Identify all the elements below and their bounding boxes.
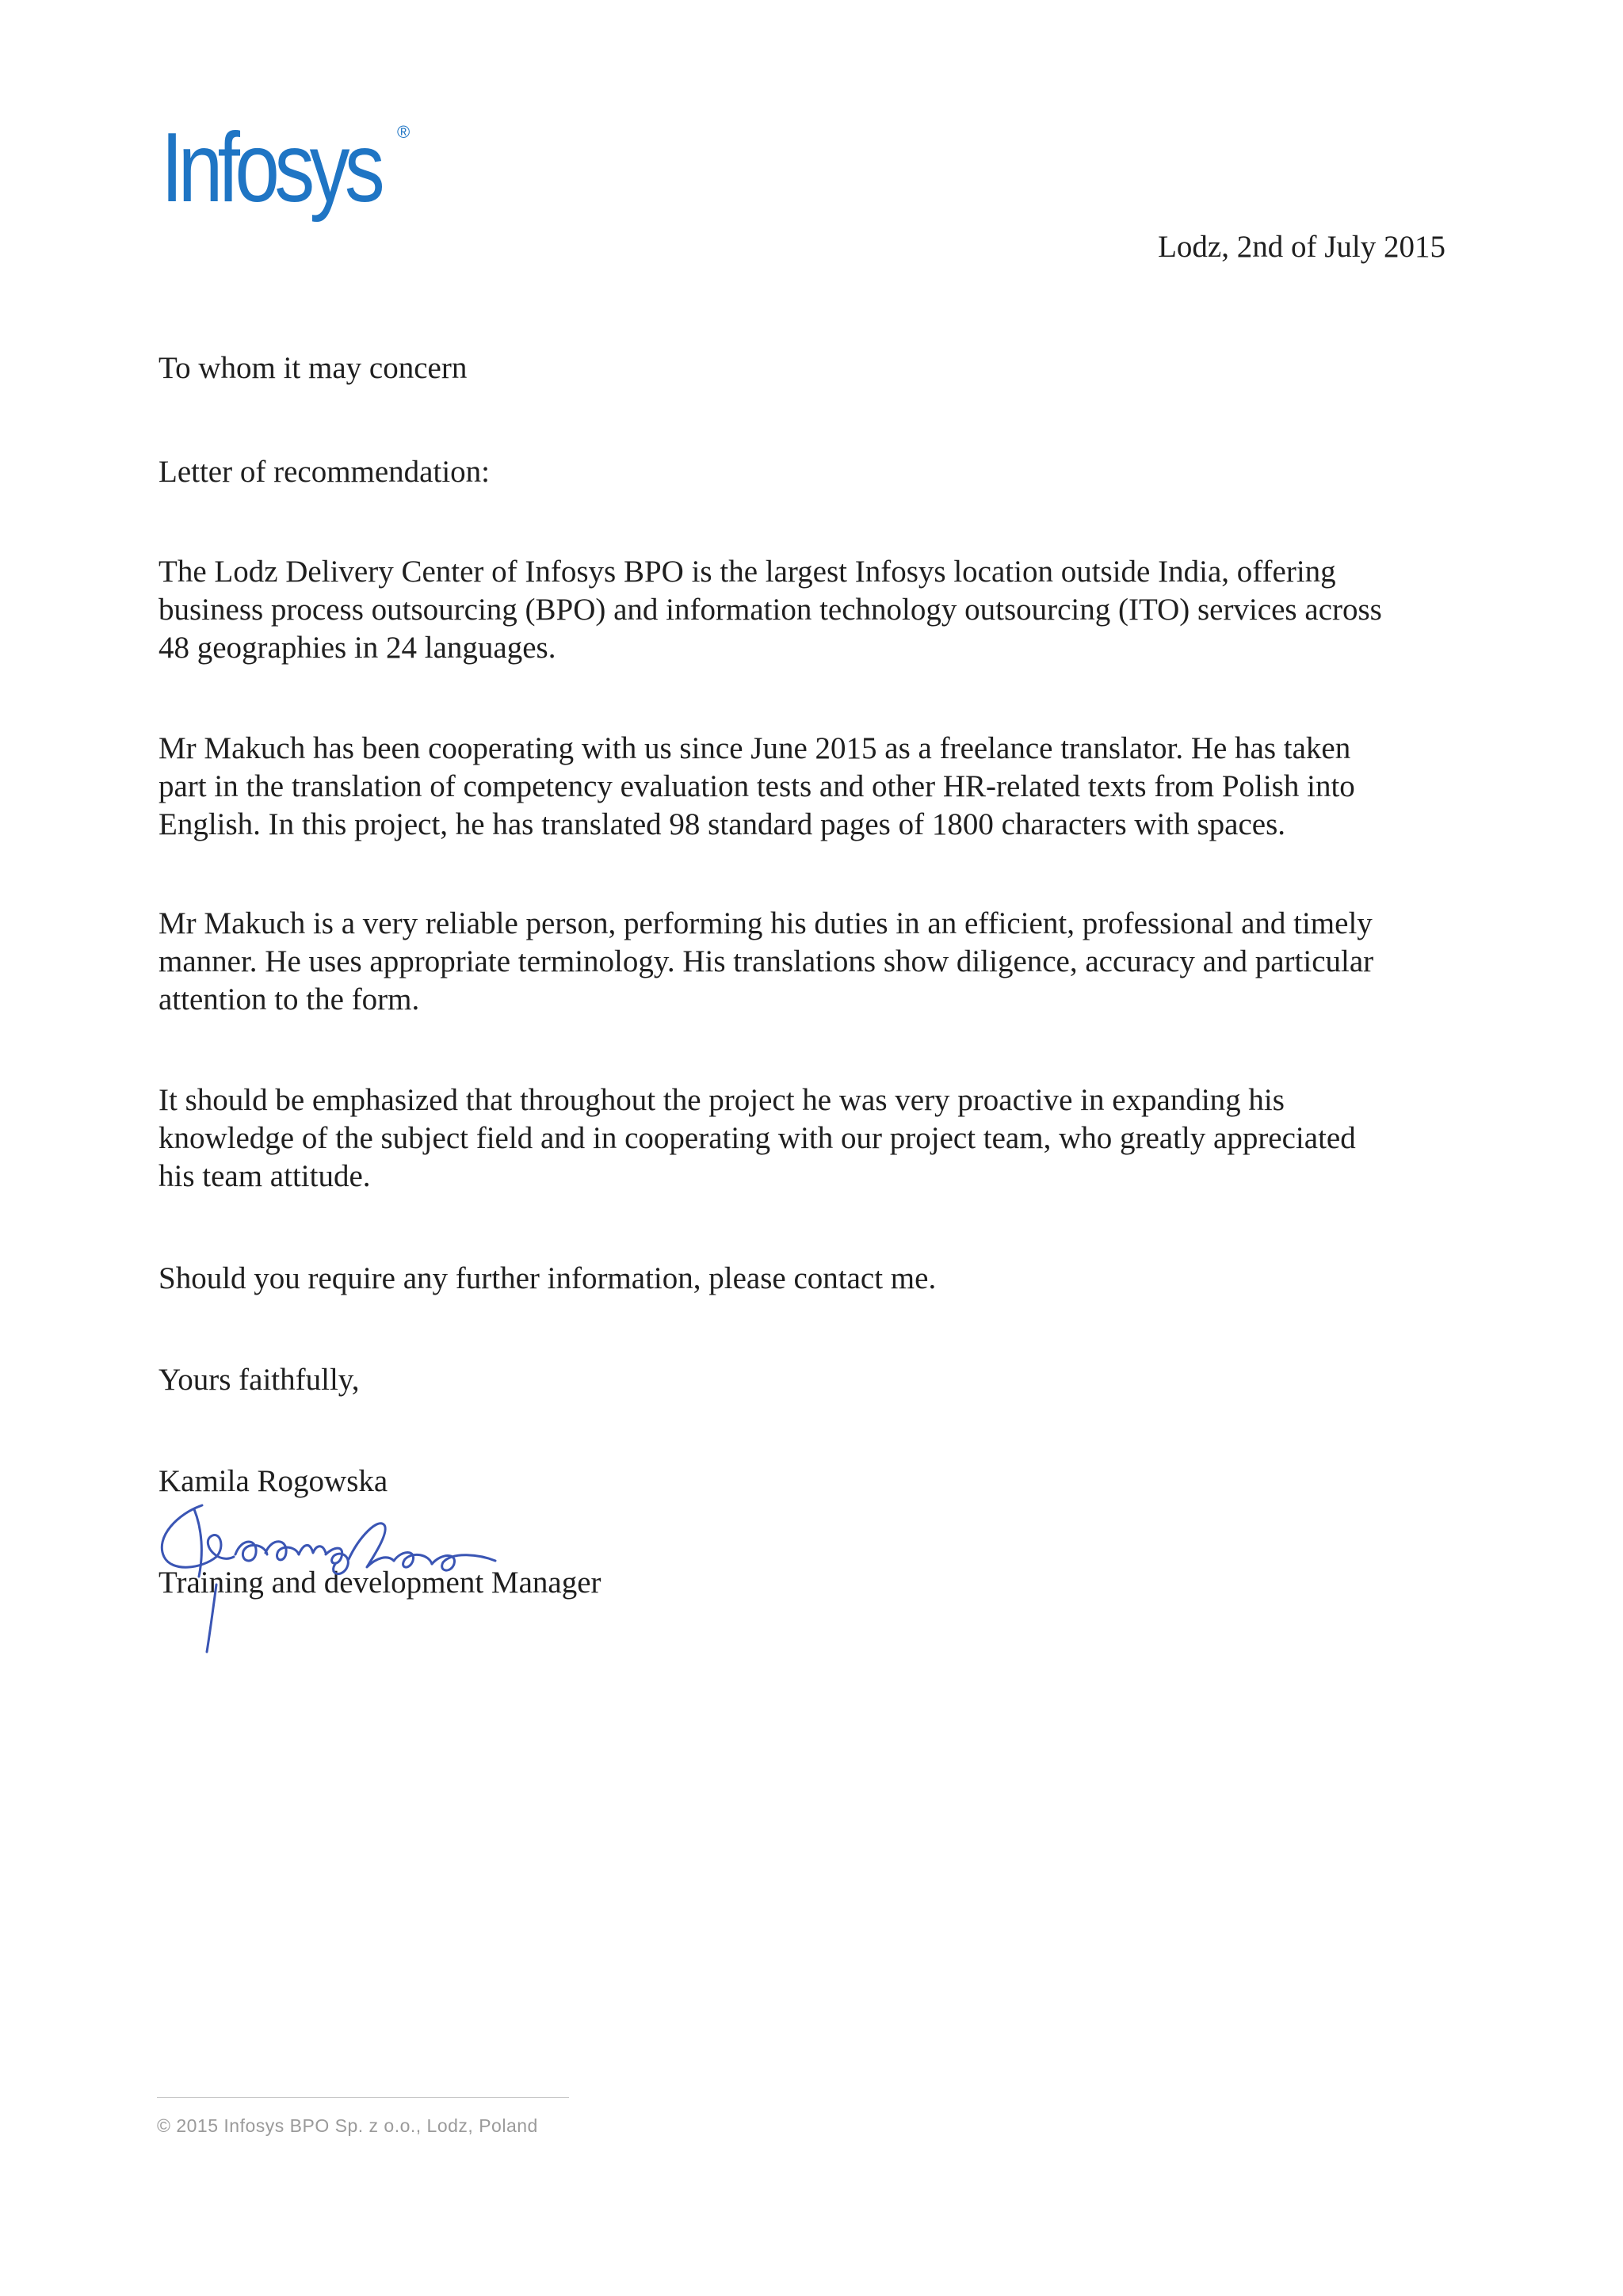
paragraph-line: Mr Makuch is a very reliable person, performing his duties in an efficient, professional and timely [158,906,1373,940]
registered-mark-icon: ® [397,122,411,142]
paragraph-intro [158,553,1458,667]
paragraph-line: 48 geographies in 24 languages. [158,631,556,665]
paragraph-line: attention to the form. [158,982,420,1016]
signer-title: Training and development Manager [158,1566,601,1600]
closing-phrase: Yours faithfully, [158,1363,360,1397]
paragraph-proactivity [158,1081,1458,1196]
paragraph-cooperation [158,730,1458,844]
salutation: To whom it may concern [158,351,468,385]
paragraph-line: part in the translation of competency evaluation tests and other HR-related texts from Polish into [158,769,1355,803]
signer-name: Kamila Rogowska [158,1464,388,1498]
paragraph-contact [158,1260,1458,1298]
logo-wordmark: Infosys [161,113,380,223]
paragraph-line: Should you require any further information, please contact me. [158,1261,937,1295]
paragraph-line: Mr Makuch has been cooperating with us since June 2015 as a freelance translator. He has taken [158,731,1351,765]
paragraph-line: knowledge of the subject field and in cooperating with our project team, who greatly appreciated [158,1121,1356,1155]
letter-subject: Letter of recommendation: [158,455,490,489]
paragraph-line: The Lodz Delivery Center of Infosys BPO is the largest Infosys location outside India, offering [158,555,1336,589]
paragraph-line: It should be emphasized that throughout the project he was very proactive in expanding his [158,1083,1285,1117]
footer-divider [157,2097,569,2098]
letter-date: Lodz, 2nd of July 2015 [1158,230,1445,264]
paragraph-line: English. In this project, he has translated 98 standard pages of 1800 characters with spaces. [158,807,1285,841]
paragraph-line: manner. He uses appropriate terminology. His translations show diligence, accuracy and particular [158,944,1374,978]
footer-copyright: © 2015 Infosys BPO Sp. z o.o., Lodz, Poland [157,2115,538,2136]
handwritten-signature [147,1482,519,1664]
paragraph-line: business process outsourcing (BPO) and information technology outsourcing (ITO) services across [158,593,1382,627]
paragraph-reliability [158,905,1458,1019]
infosys-logo [161,113,430,223]
paragraph-line: his team attitude. [158,1159,371,1193]
